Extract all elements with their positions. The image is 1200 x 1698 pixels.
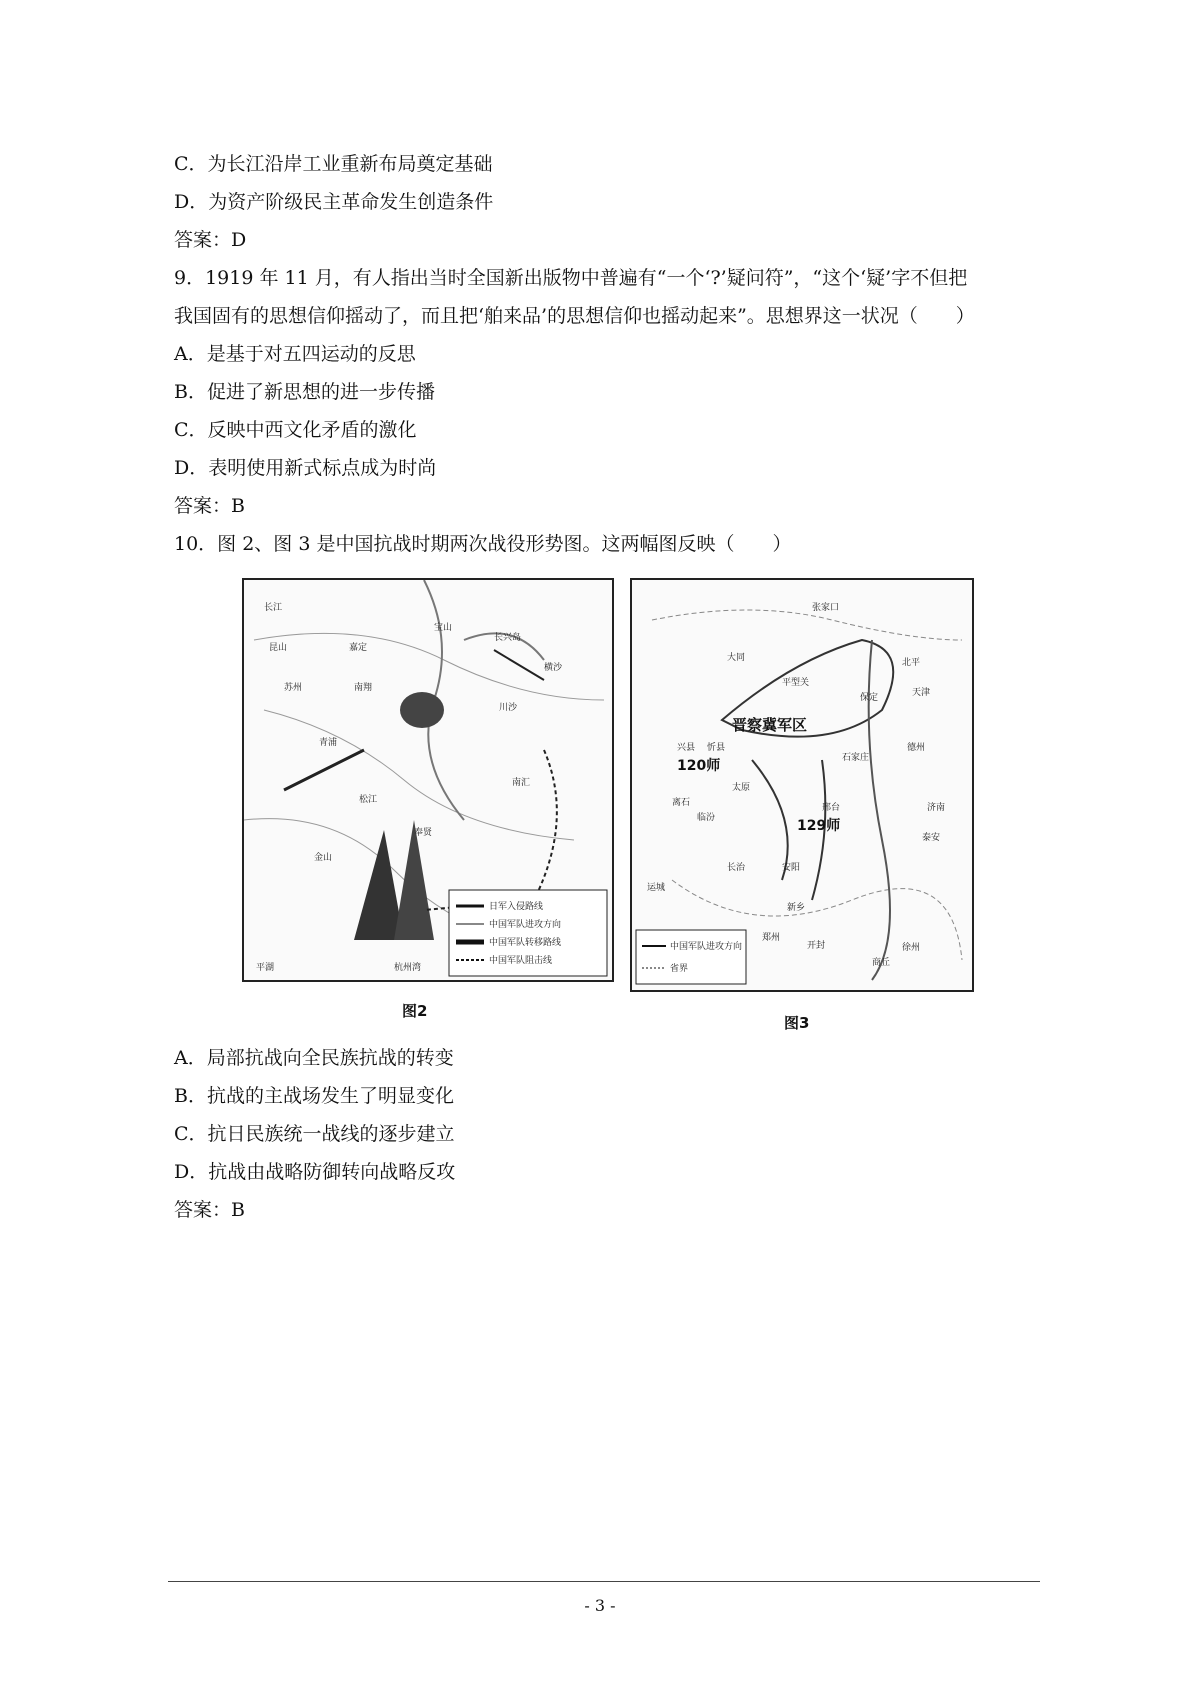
map-label: 德州 <box>907 743 926 753</box>
region-label: 晋察冀军区 <box>732 716 808 734</box>
line: D．抗战由战略防御转向战略反攻 <box>174 1161 456 1183</box>
map-label: 长治 <box>727 863 746 873</box>
map-label: 昆山 <box>269 643 288 653</box>
map-label: 长江 <box>264 603 283 613</box>
line: A．是基于对五四运动的反思 <box>174 343 416 365</box>
figure-3-map <box>630 578 974 992</box>
figure-3-caption: 图3 <box>784 1014 810 1032</box>
unit-label: 120师 <box>677 758 721 774</box>
legend-item: 省界 <box>670 964 689 974</box>
map-label: 张家口 <box>812 603 840 613</box>
figure-2-map <box>242 578 614 982</box>
line: 9．1919 年 11 月，有人指出当时全国新出版物中普遍有“一个‘?’疑问符”，“这个‘疑’字不但把 <box>174 267 968 289</box>
map-label: 太原 <box>732 783 751 793</box>
map-label: 平湖 <box>256 963 275 973</box>
map-label: 安阳 <box>782 863 801 873</box>
legend-item: 日军入侵路线 <box>489 902 544 912</box>
map-label: 南翔 <box>354 683 373 693</box>
map-label: 南汇 <box>512 778 531 788</box>
legend-item: 中国军队进攻方向 <box>670 942 743 952</box>
map-label: 大同 <box>727 653 746 663</box>
map-label: 开封 <box>807 941 826 951</box>
map-label: 天津 <box>912 688 931 698</box>
line: B．抗战的主战场发生了明显变化 <box>174 1085 454 1107</box>
map-label: 运城 <box>647 883 666 893</box>
map-label: 宝山 <box>434 623 453 633</box>
map-label: 杭州湾 <box>394 963 422 973</box>
line: C．反映中西文化矛盾的激化 <box>174 419 417 441</box>
map-label: 奉贤 <box>414 828 433 838</box>
map-label: 青浦 <box>319 738 338 748</box>
line: B．促进了新思想的进一步传播 <box>174 381 435 403</box>
line: D．为资产阶级民主革命发生创造条件 <box>174 191 494 213</box>
line: D．表明使用新式标点成为时尚 <box>174 457 437 479</box>
map-label: 横沙 <box>544 663 563 673</box>
map-label: 邢台 <box>822 803 841 813</box>
map-label: 松江 <box>359 795 378 805</box>
map-label: 北平 <box>902 658 921 668</box>
map-label: 苏州 <box>284 683 303 693</box>
map-label: 徐州 <box>902 943 921 953</box>
figure-2-caption: 图2 <box>402 1002 428 1020</box>
line: 10．图 2、图 3 是中国抗战时期两次战役形势图。这两幅图反映（ ） <box>174 533 792 555</box>
legend-item: 中国军队转移路线 <box>489 938 562 948</box>
map-label: 新乡 <box>787 903 806 913</box>
line: 答案：D <box>174 229 247 251</box>
map-label: 忻县 <box>707 743 726 753</box>
map-label: 济南 <box>927 803 946 813</box>
map-label: 长兴岛 <box>494 633 522 643</box>
map-label: 离石 <box>672 798 691 808</box>
legend-item: 中国军队进攻方向 <box>489 920 562 930</box>
page-number: - 3 - <box>584 1596 616 1615</box>
line: 我国固有的思想信仰摇动了，而且把‘舶来品’的思想信仰也摇动起来”。思想界这一状况（ ） <box>174 305 975 327</box>
unit-label: 129师 <box>797 818 841 834</box>
footer-rule <box>168 1581 1040 1582</box>
map-label: 保定 <box>860 693 879 703</box>
line: C．为长江沿岸工业重新布局奠定基础 <box>174 153 493 175</box>
map-label: 商丘 <box>872 958 891 968</box>
line: 答案：B <box>174 495 245 517</box>
map-label: 川沙 <box>499 703 518 713</box>
map-label: 平型关 <box>782 678 810 688</box>
line: 答案：B <box>174 1199 245 1221</box>
map-label: 石家庄 <box>842 753 870 763</box>
map-label: 泰安 <box>922 833 941 843</box>
map-label: 嘉定 <box>349 643 368 653</box>
map-label: 临汾 <box>697 813 716 823</box>
legend-item: 中国军队阻击线 <box>489 956 553 966</box>
map-label: 兴县 <box>677 743 696 753</box>
map-label: 金山 <box>314 853 333 863</box>
map-label: 郑州 <box>762 933 781 943</box>
line: A．局部抗战向全民族抗战的转变 <box>174 1047 454 1069</box>
line: C．抗日民族统一战线的逐步建立 <box>174 1123 455 1145</box>
